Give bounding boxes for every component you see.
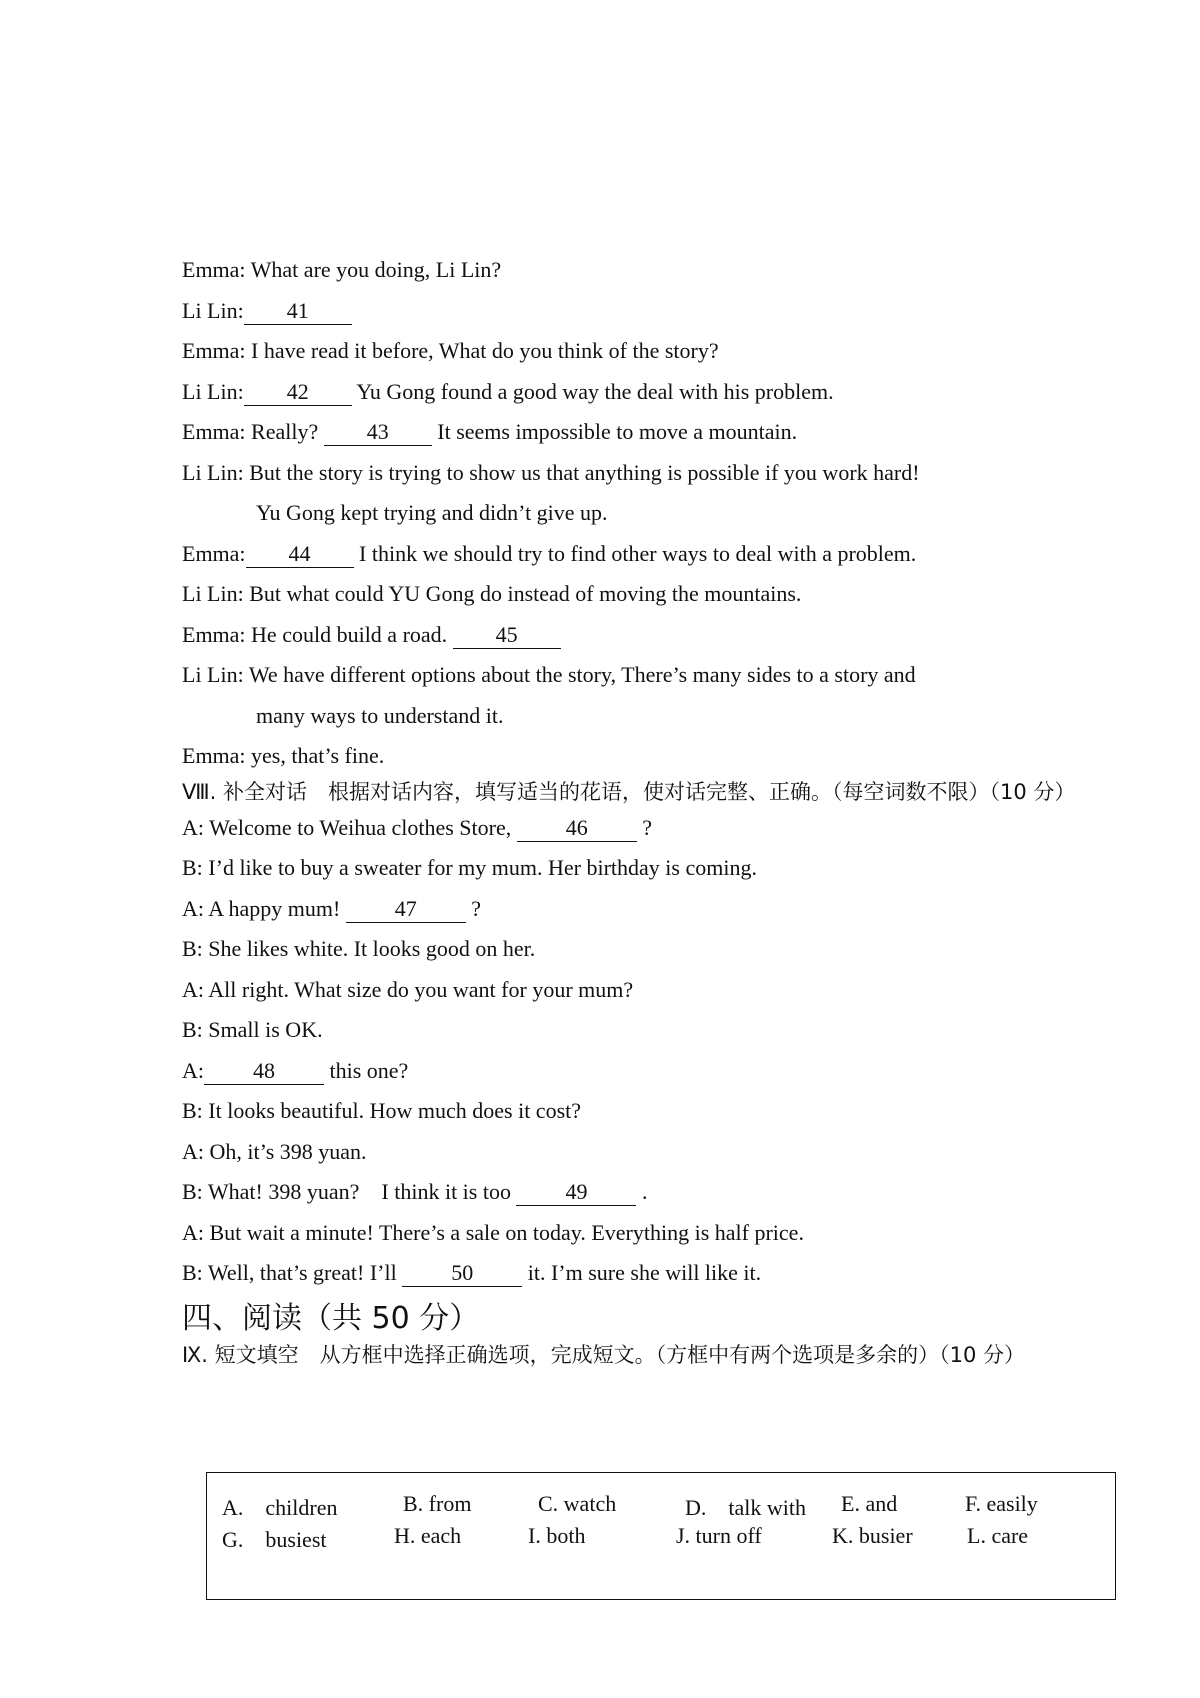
line-text: yes, that’s fine. [251,743,385,768]
speaker: Li Lin: [182,297,244,323]
line-text: A happy mum! [208,895,341,921]
option-h: H. each [394,1523,462,1548]
dialogue-line [182,453,1082,494]
line-text: Oh, it’s 398 yuan. [209,1138,367,1164]
answer-blank: 47 [346,896,466,923]
speaker: A: [182,895,204,921]
dialogue-line [182,1253,1082,1294]
answer-blank: 43 [324,419,432,446]
dialogue-2 [182,808,1082,1294]
dialogue-line [182,970,1082,1011]
line-text: Well, that’s great! I’ll [207,1260,397,1285]
dialogue-line [182,372,1082,413]
line-text: But the story is trying to show us that anything is possible if you work hard! [249,459,920,485]
option-b: B. from [403,1491,472,1516]
line-text: It looks beautiful. How much does it cost? [208,1098,582,1123]
speaker: A: [182,1057,204,1083]
dialogue-line [182,615,1082,656]
answer-blank: 50 [402,1260,522,1287]
speaker: B: [182,1260,203,1285]
answer-blank: 46 [517,815,637,842]
answer-blank: 49 [516,1179,636,1206]
line-text: Welcome to Weihua clothes Store, [209,814,512,840]
line-text: What are you doing, Li Lin? [250,257,502,282]
answer-blank: 42 [244,379,352,406]
option-d: D. talk with [685,1495,806,1520]
option-a: A. children [222,1495,338,1520]
dialogue-line [182,1010,1082,1051]
line-text: I’d like to buy a sweater for my mum. Her birthday is coming. [208,855,757,880]
option-c: C. watch [538,1491,617,1516]
speaker: B: [182,855,203,880]
speaker: Emma: [182,540,246,566]
dialogue-line-continuation: many ways to understand it. [256,702,504,728]
speaker: Emma: [182,743,246,768]
dialogue-line [182,655,1082,696]
answer-blank: 41 [244,298,352,325]
speaker: B: [182,1017,203,1042]
speaker: Li Lin: [182,459,244,485]
dialogue-line [182,808,1082,849]
dialogue-line [182,574,1082,615]
option-i: I. both [528,1523,586,1548]
word-bank-box [206,1472,1116,1600]
speaker: A: [182,814,204,840]
section-8-heading: Ⅷ. 补全对话 根据对话内容，填写适当的花语，使对话完整、正确。（每空词数不限）（10 分） [182,779,1076,804]
line-text: Small is OK. [208,1017,323,1042]
answer-blank: 48 [204,1058,324,1085]
dialogue-line [182,1091,1082,1132]
dialogue-line [182,1132,1082,1173]
dialogue-line [182,848,1082,889]
dialogue-line [182,412,1082,453]
speaker: Emma: [182,419,246,444]
speaker: Emma: [182,257,246,282]
line-text: We have different options about the story, There’s many sides to a story and [248,662,916,687]
option-k: K. busier [832,1523,913,1548]
speaker: A: [182,1219,204,1245]
speaker: Li Lin: [182,581,244,606]
line-text: this one? [329,1057,409,1083]
line-text: Really? [251,419,319,444]
speaker: B: [182,1179,203,1204]
line-text: ? [642,814,653,840]
line-text: He could build a road. [251,621,448,647]
dialogue-line [182,736,1082,777]
part-4-heading: 四、阅读（共 50 分） [182,1300,480,1336]
speaker: A: [182,1138,204,1164]
dialogue-line [182,331,1082,372]
answer-blank: 44 [246,541,354,568]
speaker: Emma: [182,338,246,363]
dialogue-line-continuation: Yu Gong kept trying and didn’t give up. [256,500,608,525]
speaker: Li Lin: [182,378,244,404]
answer-blank: 45 [453,622,561,649]
option-j: J. turn off [676,1523,762,1548]
line-text: ? [471,895,482,921]
dialogue-line [182,1213,1082,1254]
line-text: But wait a minute! There’s a sale on today. Everything is half price. [209,1219,804,1245]
dialogue-line [182,929,1082,970]
line-text: What! 398 yuan? I think it is too [207,1179,511,1204]
speaker: B: [182,1098,203,1123]
exam-page [182,250,1082,1371]
option-g: G. busiest [222,1527,327,1552]
dialogue-1 [182,250,1082,777]
speaker: B: [182,936,203,961]
speaker: A: [182,976,204,1002]
option-l: L. care [967,1523,1029,1548]
line-text: It seems impossible to move a mountain. [437,419,798,444]
dialogue-line [182,250,1082,291]
line-text: I have read it before, What do you think of the story? [251,338,719,363]
line-text: it. I’m sure she will like it. [527,1260,762,1285]
line-text: . [641,1179,648,1204]
speaker: Li Lin: [182,662,244,687]
dialogue-line [182,534,1082,575]
line-text: Yu Gong found a good way the deal with his problem. [356,378,834,404]
line-text: All right. What size do you want for your mum? [208,976,634,1002]
speaker: Emma: [182,621,246,647]
option-e: E. and [841,1491,898,1516]
line-text: I think we should try to find other ways to deal with a problem. [359,540,917,566]
line-text: But what could YU Gong do instead of moving the mountains. [249,581,802,606]
section-9-heading: Ⅸ. 短文填空 从方框中选择正确选项，完成短文。（方框中有两个选项是多余的）（10 分） [182,1342,1026,1367]
dialogue-line [182,889,1082,930]
dialogue-line [182,1172,1082,1213]
line-text: She likes white. It looks good on her. [208,936,536,961]
dialogue-line [182,1051,1082,1092]
dialogue-line [182,291,1082,332]
option-f: F. easily [965,1491,1038,1516]
